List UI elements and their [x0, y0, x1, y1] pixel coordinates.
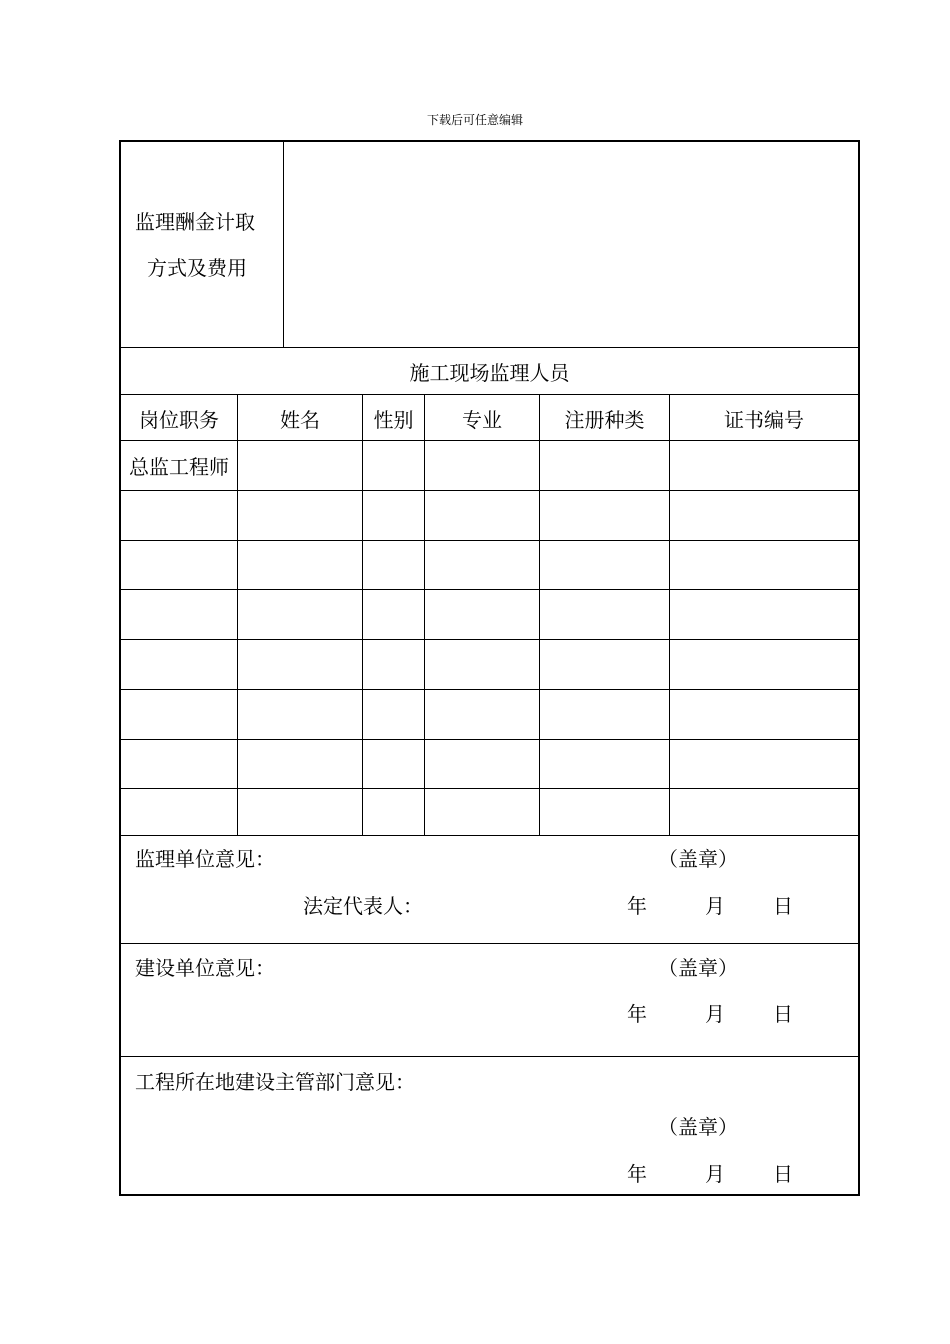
- authority-date-month: 月: [705, 1162, 725, 1186]
- legal-representative-label: 法定代表人：: [303, 894, 423, 918]
- row-line: [121, 689, 858, 690]
- column-header-gender: 性别: [373, 407, 414, 432]
- owner-section-bottom-line: [121, 1056, 858, 1057]
- column-header-registration-type: 注册种类: [564, 407, 645, 432]
- row-line: [121, 639, 858, 640]
- column-header-specialty: 专业: [462, 407, 502, 432]
- fee-label-line2: 方式及费用: [147, 256, 247, 280]
- authority-seal-label: （盖章）: [658, 1115, 738, 1139]
- authority-date-year: 年: [627, 1162, 647, 1186]
- owner-seal-label: （盖章）: [658, 956, 738, 980]
- column-header-position: 岗位职务: [139, 407, 219, 432]
- supervision-form: [119, 140, 860, 1196]
- table-bottom-line: [121, 835, 858, 836]
- fee-value-field[interactable]: [285, 142, 858, 347]
- supervisor-opinion-label: 监理单位意见：: [135, 847, 275, 871]
- authority-date-day: 日: [773, 1162, 793, 1186]
- fee-label-line1: 监理酬金计取: [135, 210, 255, 234]
- authority-opinion-label: 工程所在地建设主管部门意见：: [135, 1070, 415, 1094]
- row-line: [121, 739, 858, 740]
- supervisor-date-year: 年: [627, 894, 647, 918]
- row-line: [121, 490, 858, 491]
- owner-opinion-label: 建设单位意见：: [135, 956, 275, 980]
- supervisor-section-bottom-line: [121, 943, 858, 944]
- column-header-name: 姓名: [280, 407, 320, 432]
- table-row-1-name[interactable]: [238, 441, 362, 490]
- supervisor-date-month: 月: [705, 894, 725, 918]
- row-line: [121, 788, 858, 789]
- table-row-1-position: 总监工程师: [129, 455, 229, 479]
- supervisor-seal-label: （盖章）: [658, 847, 738, 871]
- row-line: [121, 589, 858, 590]
- page-header-note: 下载后可任意编辑: [426, 113, 523, 127]
- staff-section-title: 施工现场监理人员: [409, 360, 570, 385]
- table-row-1-certificate[interactable]: [670, 441, 858, 490]
- row-line: [121, 540, 858, 541]
- owner-date-month: 月: [705, 1002, 725, 1026]
- table-row-1-gender[interactable]: [363, 441, 424, 490]
- table-row-1-specialty[interactable]: [425, 441, 539, 490]
- owner-date-day: 日: [773, 1002, 793, 1026]
- fee-divider: [283, 142, 284, 348]
- table-row-1-registration[interactable]: [540, 441, 669, 490]
- supervisor-date-day: 日: [773, 894, 793, 918]
- owner-date-year: 年: [627, 1002, 647, 1026]
- column-header-certificate-number: 证书编号: [724, 407, 804, 432]
